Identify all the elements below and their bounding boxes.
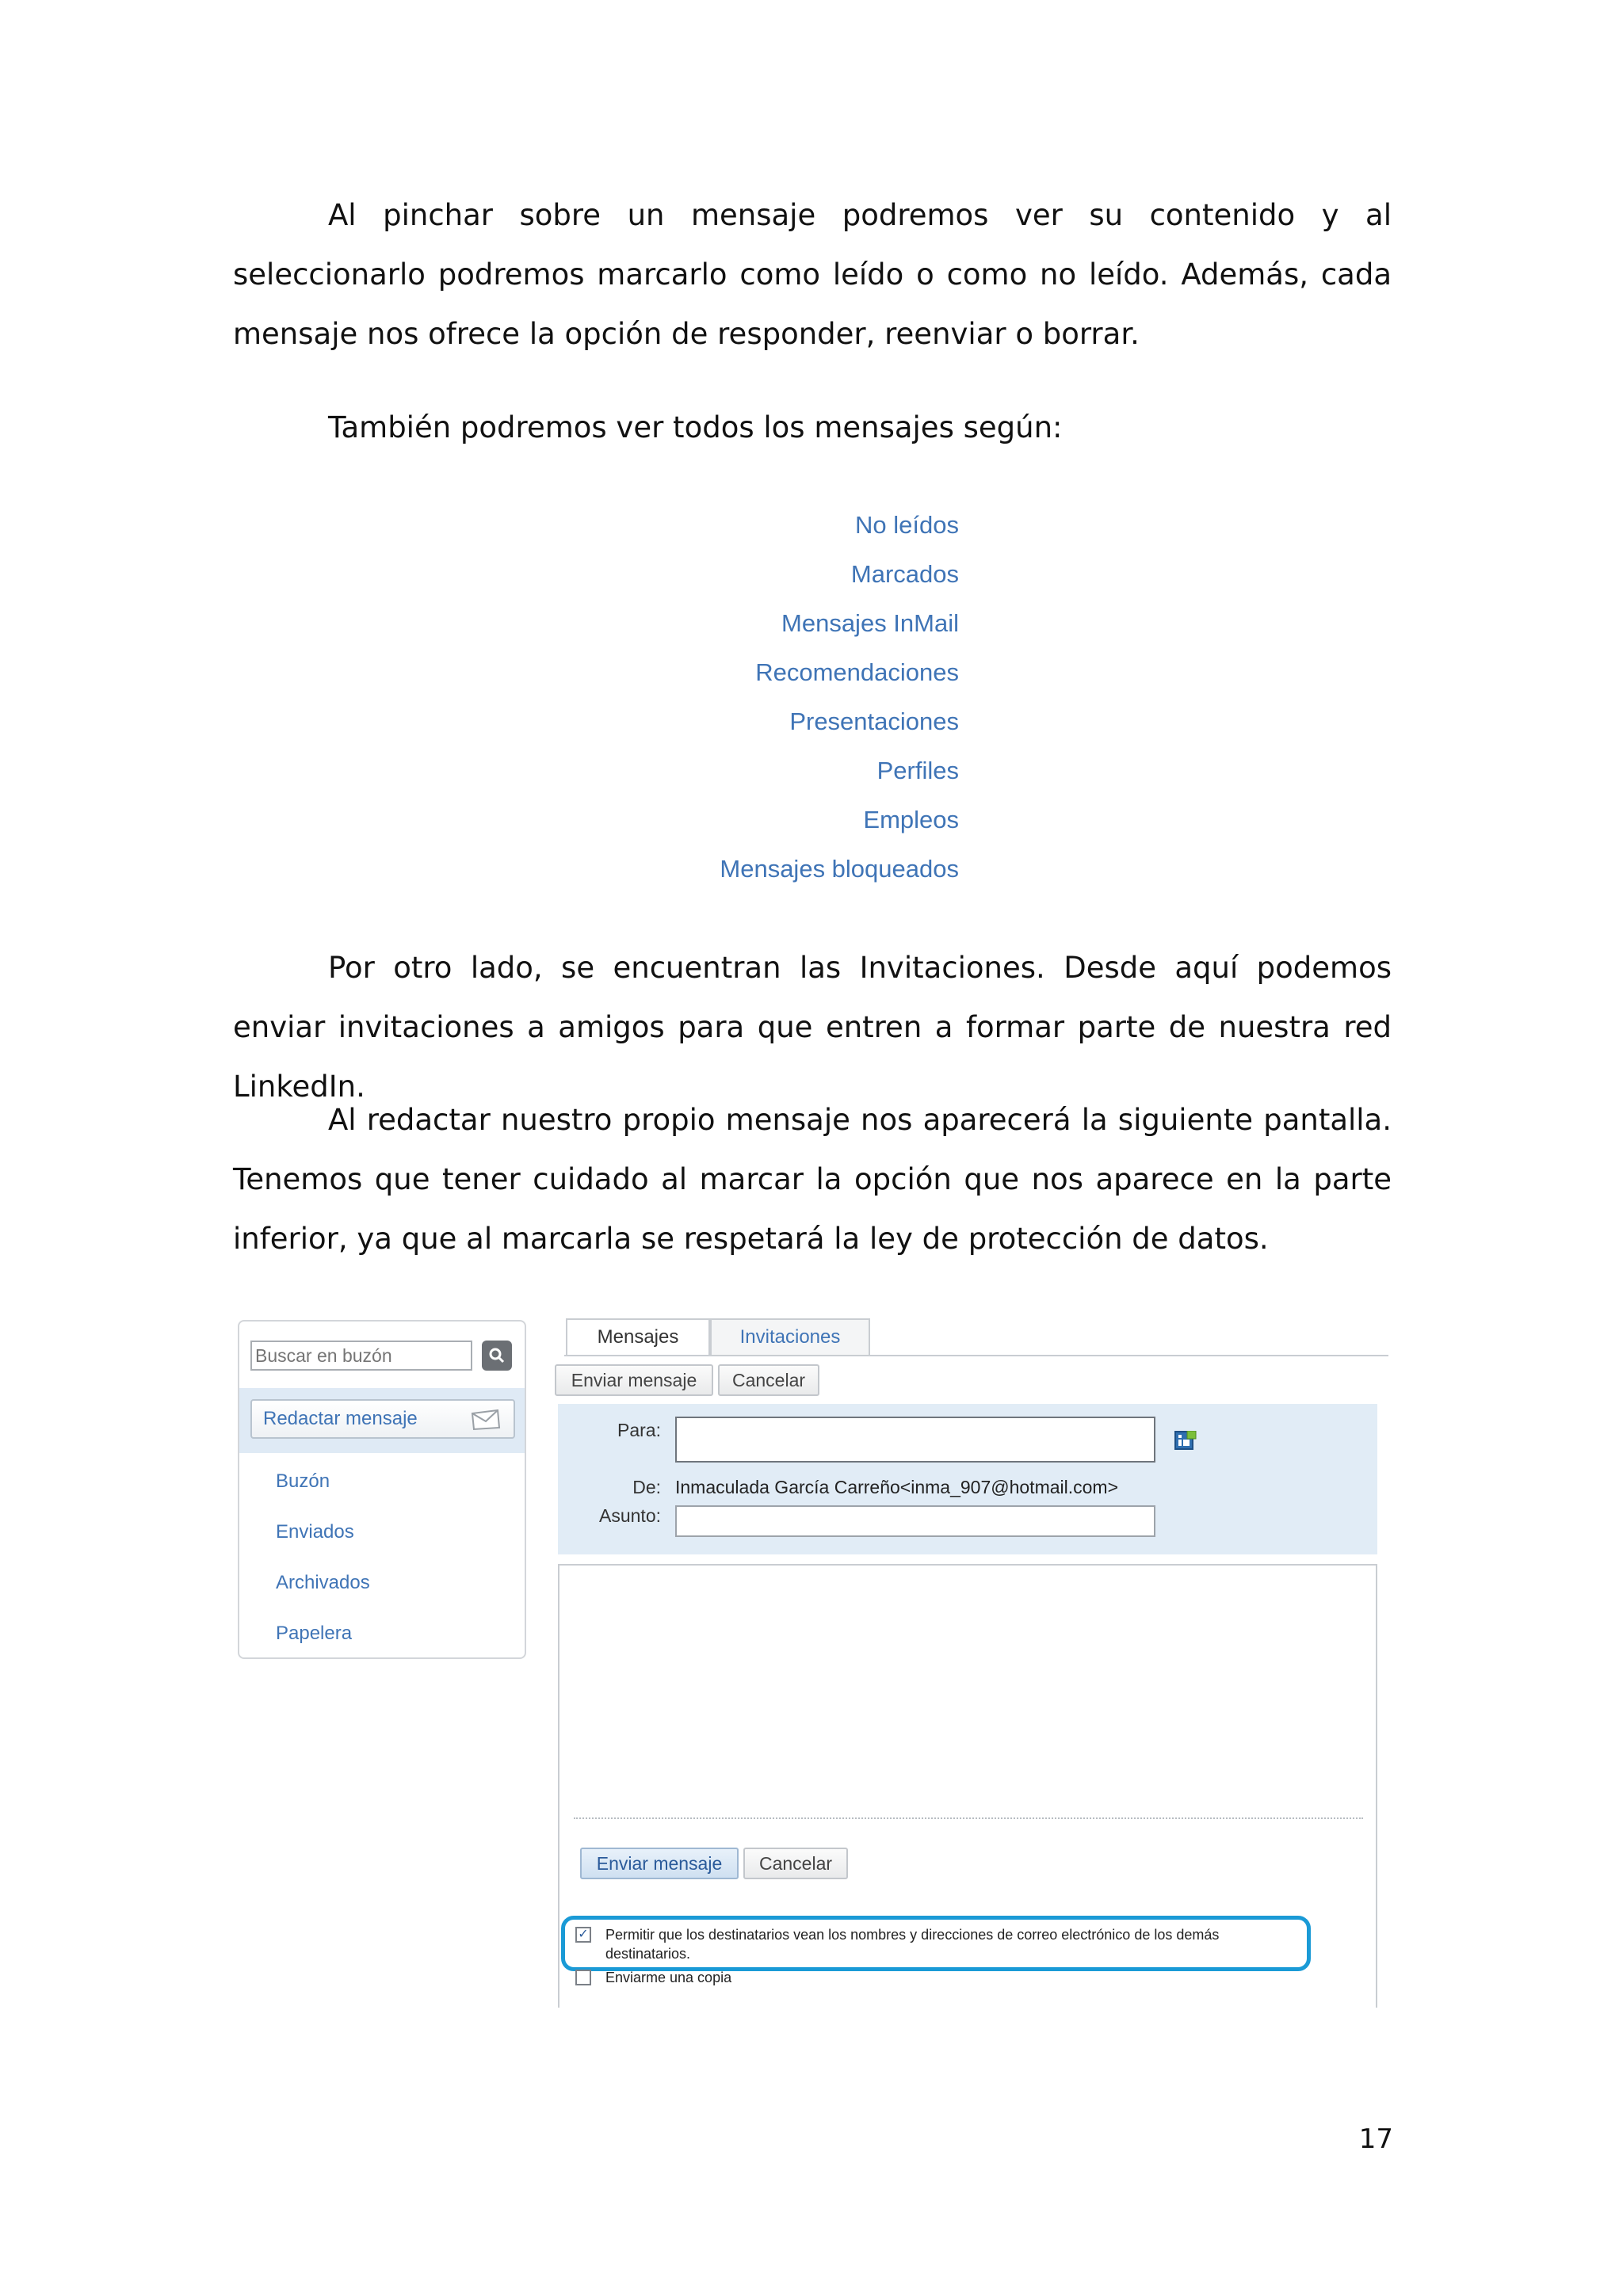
from-label: De: bbox=[632, 1477, 661, 1497]
filter-jobs[interactable]: Empleos bbox=[863, 806, 959, 833]
mailbox-sidebar bbox=[238, 1320, 526, 1659]
sidebar-item-inbox[interactable]: Buzón bbox=[276, 1470, 330, 1492]
page-number: 17 bbox=[1358, 2123, 1393, 2155]
subject-field[interactable] bbox=[675, 1505, 1155, 1537]
to-field[interactable] bbox=[675, 1417, 1155, 1463]
paragraph-filters-intro: También podremos ver todos los mensajes según: bbox=[328, 410, 1063, 444]
filter-inmail[interactable]: Mensajes InMail bbox=[781, 609, 959, 637]
compose-message-button[interactable] bbox=[250, 1399, 515, 1439]
send-button-top[interactable]: Enviar mensaje bbox=[555, 1364, 713, 1396]
compose-header bbox=[558, 1404, 1377, 1554]
send-copy-label: Enviarme una copia bbox=[605, 1970, 732, 1985]
filter-profiles[interactable]: Perfiles bbox=[876, 757, 959, 784]
from-value: Inmaculada García Carreño<inma_907@hotmail.com> bbox=[675, 1477, 1119, 1497]
envelope-icon bbox=[469, 1409, 502, 1431]
subject-label: Asunto: bbox=[599, 1505, 661, 1526]
search-input[interactable] bbox=[250, 1341, 472, 1371]
allow-recipients-label: Permitir que los destinatarios vean los nombres y direcciones de correo electrónico de los demás destinatarios. bbox=[605, 1927, 1220, 1962]
tab-invitations[interactable]: Invitaciones bbox=[710, 1318, 870, 1355]
paragraph-compose: Al redactar nuestro propio mensaje nos aparecerá la siguiente pantalla. Tenemos que tener cuidado al marcar la opción que nos aparece en la parte inferior, ya que al marcarla se respetará la ley de protección de datos. bbox=[233, 1103, 1392, 1256]
tab-messages[interactable]: Mensajes bbox=[566, 1318, 710, 1355]
compose-screenshot bbox=[233, 1315, 1390, 2004]
sidebar-item-trash[interactable]: Papelera bbox=[276, 1623, 353, 1644]
search-icon bbox=[487, 1346, 506, 1365]
cancel-button-top[interactable]: Cancelar bbox=[718, 1364, 819, 1396]
filter-flagged[interactable]: Marcados bbox=[850, 560, 959, 588]
sidebar-item-archived[interactable]: Archivados bbox=[276, 1572, 370, 1593]
paragraph-intro: Al pinchar sobre un mensaje podremos ver su contenido y al seleccionarlo podremos marcarlo como leído o como no leído. Además, cada mensaje nos ofrece la opción de responder, reenviar o borrar. bbox=[233, 198, 1392, 351]
filter-unread[interactable]: No leídos bbox=[855, 511, 959, 539]
paragraph-invitations: Por otro lado, se encuentran las Invitaciones. Desde aquí podemos enviar invitaciones a amigos para que entren a formar parte de nuestra red LinkedIn. bbox=[233, 951, 1392, 1104]
to-label: Para: bbox=[617, 1420, 661, 1440]
message-filter-list bbox=[602, 501, 959, 894]
allow-recipients-checkbox[interactable]: ✓ bbox=[575, 1927, 591, 1943]
compose-band bbox=[239, 1388, 525, 1453]
filter-blocked[interactable]: Mensajes bloqueados bbox=[720, 855, 959, 883]
cancel-button-bottom[interactable]: Cancelar bbox=[743, 1848, 848, 1879]
compose-label: Redactar mensaje bbox=[263, 1408, 418, 1429]
highlight-outline bbox=[561, 1916, 1311, 1971]
send-button-bottom[interactable]: Enviar mensaje bbox=[580, 1848, 739, 1879]
filter-recommendations[interactable]: Recomendaciones bbox=[755, 658, 959, 686]
filter-introductions[interactable]: Presentaciones bbox=[789, 707, 959, 735]
tab-divider bbox=[564, 1355, 1388, 1356]
sidebar-item-sent[interactable]: Enviados bbox=[276, 1521, 354, 1543]
address-book-icon[interactable] bbox=[1174, 1431, 1197, 1451]
body-divider bbox=[574, 1817, 1363, 1819]
search-button[interactable] bbox=[482, 1341, 512, 1371]
send-copy-checkbox[interactable] bbox=[575, 1970, 591, 1985]
